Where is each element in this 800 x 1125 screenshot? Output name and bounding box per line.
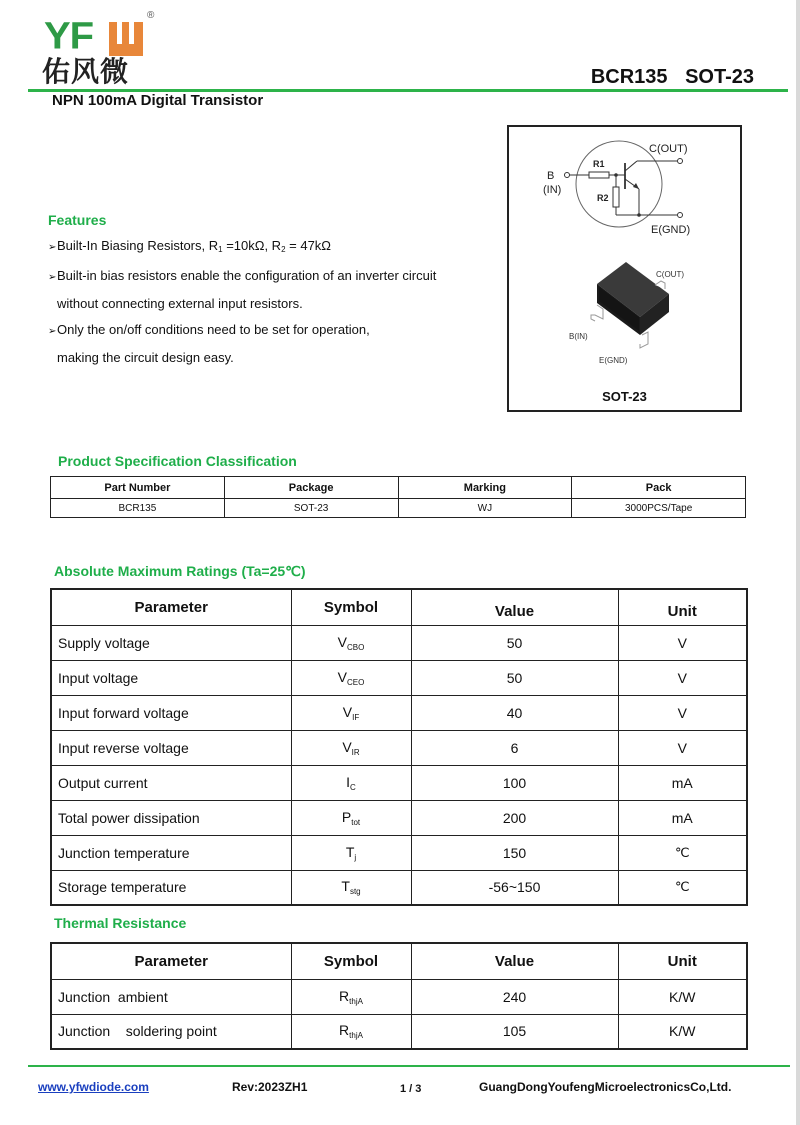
symbol-cell: $P_{tot}$ [291,800,411,835]
value-cell: 40 [411,695,618,730]
arrow-bullet-icon: ➢ [48,272,57,283]
unit-cell: V [618,730,747,765]
table-row [51,835,747,870]
feature-item: ➢Built-In Biasing Resistors, $R_1 =10k\Omega$, $R_2 = 47k\Omega$ [48,233,478,263]
features-heading: Features [48,212,107,228]
viewer-scrollbar[interactable] [796,0,800,1125]
column-header: Unit [618,589,747,625]
feature-item-continuation: making the circuit design easy. [57,350,234,365]
company-name: GuangDongYoufengMicroelectronicsCo,Ltd. [479,1080,732,1094]
parameter-cell: Supply voltage [51,625,291,660]
value-cell: 240 [411,979,618,1014]
symbol-cell: $V_{CEO}$ [291,660,411,695]
table-row [51,765,747,800]
unit-cell: mA [618,800,747,835]
collector-label: C(OUT) [649,143,688,155]
table-row [51,870,747,905]
page-number: 1 / 3 [400,1083,422,1095]
feature-item-continuation: without connecting external input resistors. [57,296,303,311]
parameter-cell: Total power dissipation [51,800,291,835]
thermal-resistance-heading: Thermal Resistance [54,915,187,931]
unit-cell: V [618,695,747,730]
column-header: Value [411,589,618,625]
schematic-and-package-icon [509,127,744,414]
registered-mark: ® [147,10,155,21]
unit-cell: ℃ [618,870,747,905]
thermal-resistance-table [50,942,748,1050]
parameter-cell: Storage temperature [51,870,291,905]
logo-chinese: 佑风微 [42,55,130,88]
table-header-row [51,477,746,499]
unit-cell: V [618,625,747,660]
column-header: Part Number [51,477,225,499]
feature-item: ➢Only the on/off conditions need to be set for operation, [48,317,478,345]
symbol-cell: $V_{CBO}$ [291,625,411,660]
table-row [51,660,747,695]
unit-cell: K/W [618,979,747,1014]
unit-cell: V [618,660,747,695]
features-list [48,233,478,371]
column-header: Value [411,943,618,979]
absolute-max-heading: Absolute Maximum Ratings (Ta=25℃) [54,563,306,579]
revision-label: Rev:2023ZH1 [232,1080,308,1094]
base-label: B [547,170,555,182]
symbol-cell: $V_{IR}$ [291,730,411,765]
column-header: Pack [572,477,746,499]
website-link[interactable]: www.yfwdiode.com [38,1080,149,1094]
symbol-cell: $T_{stg}$ [291,870,411,905]
r2-label: R2 [597,193,609,203]
table-row [51,730,747,765]
value-cell: 100 [411,765,618,800]
symbol-cell: $R_{thjA}$ [291,1014,411,1049]
spec-classification-table [50,476,746,518]
parameter-cell: Input forward voltage [51,695,291,730]
table-row [51,800,747,835]
logo-u-mark-icon [109,22,143,56]
column-header: Parameter [51,943,291,979]
company-logo [42,10,162,90]
part-number-cell: BCR135 [51,499,225,518]
arrow-bullet-icon: ➢ [48,242,57,253]
unit-cell: K/W [618,1014,747,1049]
parameter-cell: Junction soldering point [51,1014,291,1049]
table-row [51,1014,747,1049]
pkg-collector-label: C(OUT) [656,270,684,279]
value-cell: 50 [411,625,618,660]
pkg-base-label: B(IN) [569,332,588,341]
document-title: BCR135 SOT-23 [590,66,754,88]
value-cell: 6 [411,730,618,765]
table-row [51,499,746,518]
feature-item: ➢Built-in bias resistors enable the configuration of an inverter circuit [48,263,478,291]
unit-cell: ℃ [618,835,747,870]
package-cell: SOT-23 [224,499,398,518]
logo-latin: YF [44,15,94,57]
value-cell: 200 [411,800,618,835]
parameter-cell: Output current [51,765,291,800]
value-cell: -56~150 [411,870,618,905]
symbol-cell: $I_C$ [291,765,411,800]
parameter-cell: Junction temperature [51,835,291,870]
pack-cell: 3000PCS/Tape [572,499,746,518]
table-row [51,695,747,730]
table-header-row [51,943,747,979]
column-header: Unit [618,943,747,979]
table-header-row [51,589,747,625]
column-header: Package [224,477,398,499]
document-subtitle: NPN 100mA Digital Transistor [52,92,264,109]
arrow-bullet-icon: ➢ [48,326,57,337]
unit-cell: mA [618,765,747,800]
emitter-label: E(GND) [651,224,691,236]
symbol-cell: $T_j$ [291,835,411,870]
symbol-cell: $R_{thjA}$ [291,979,411,1014]
parameter-cell: Junction ambient [51,979,291,1014]
spec-classification-heading: Product Specification Classification [58,453,297,469]
package-caption: SOT-23 [602,389,647,404]
parameter-cell: Input reverse voltage [51,730,291,765]
package-figure [507,125,742,412]
table-row [51,625,747,660]
column-header: Parameter [51,589,291,625]
absolute-max-table [50,588,748,906]
value-cell: 105 [411,1014,618,1049]
column-header: Symbol [291,589,411,625]
marking-cell: WJ [398,499,572,518]
symbol-cell: $V_{IF}$ [291,695,411,730]
column-header: Symbol [291,943,411,979]
column-header: Marking [398,477,572,499]
value-cell: 150 [411,835,618,870]
value-cell: 50 [411,660,618,695]
footer-divider [28,1065,790,1067]
parameter-cell: Input voltage [51,660,291,695]
pkg-emitter-label: E(GND) [599,356,628,365]
r1-label: R1 [593,159,605,169]
table-row [51,979,747,1014]
base-in-label: (IN) [543,184,562,196]
